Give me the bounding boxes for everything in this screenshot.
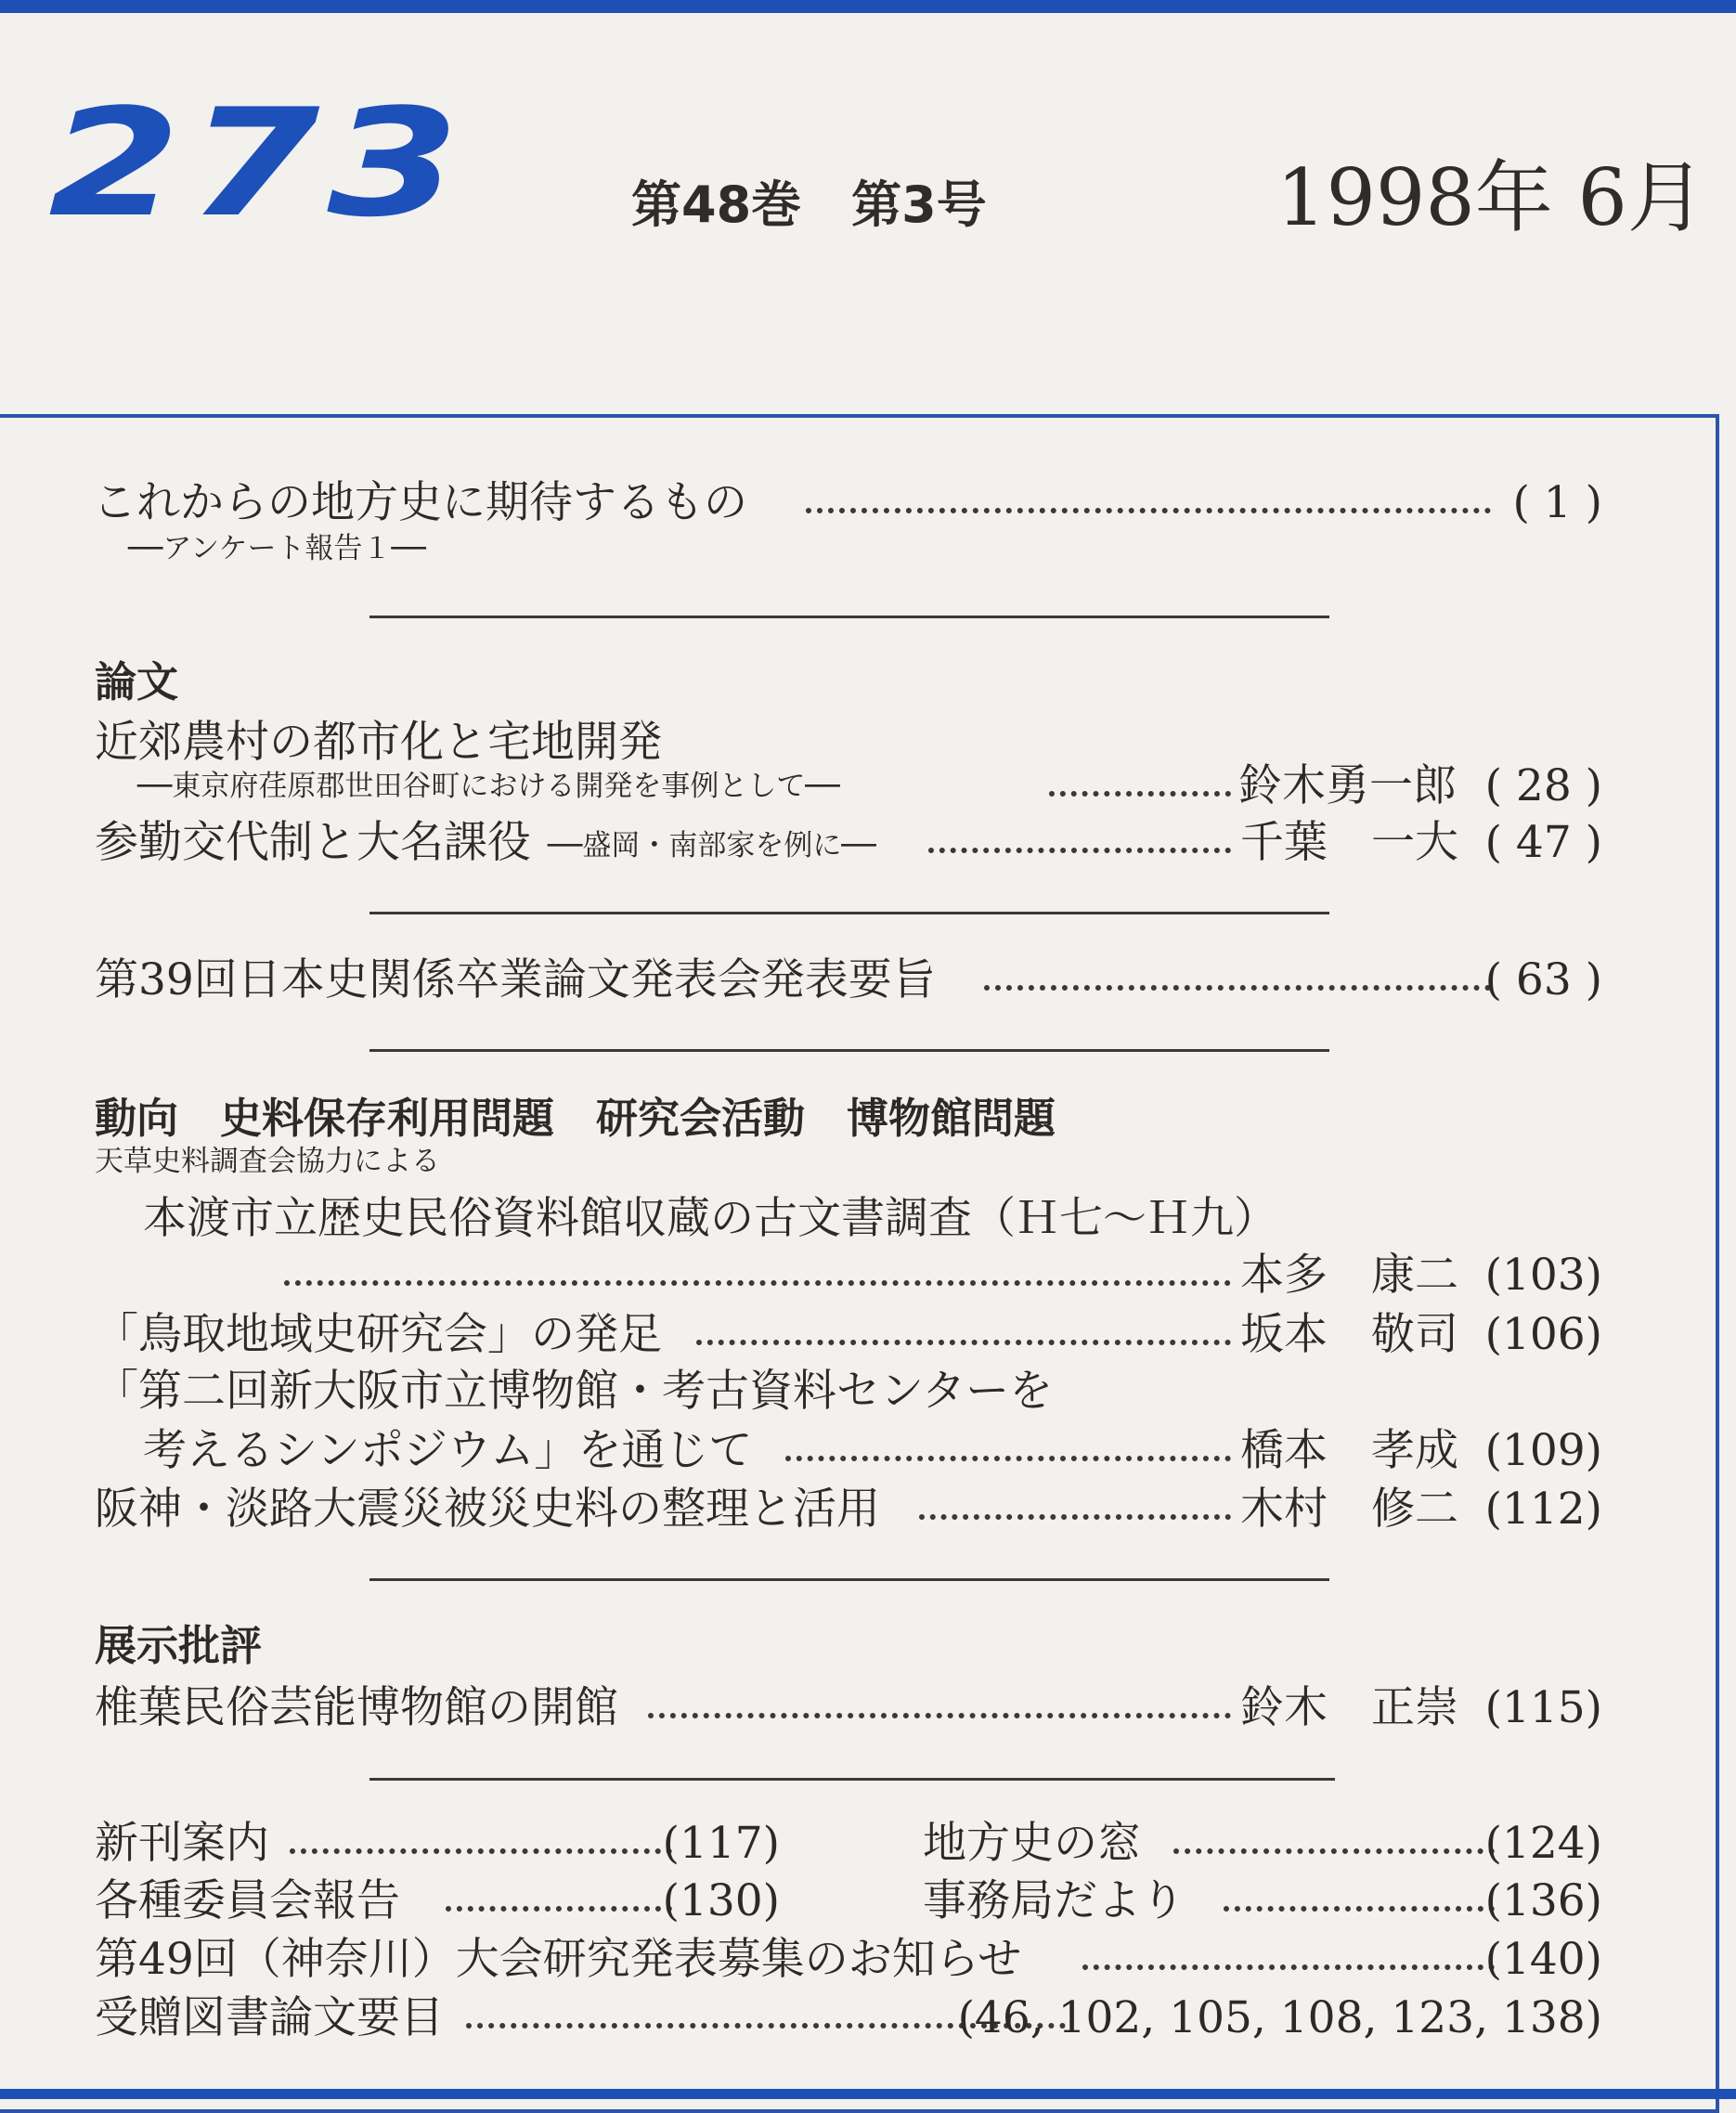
page-number: (115)	[1484, 1682, 1602, 1733]
toc-entry-title[interactable]	[95, 717, 1209, 768]
dot-leader	[648, 1686, 1231, 1730]
dot-leader	[806, 481, 1491, 525]
author-name: 千葉 一大	[1240, 817, 1458, 868]
page-number: ( 47 )	[1484, 817, 1602, 868]
top-border-bar	[0, 0, 1736, 13]
entry-title: 参勤交代制と大名課役	[95, 817, 531, 868]
entry-prefix: 天草史料調査会協力による	[95, 1145, 440, 1178]
page-number: (140)	[1484, 1934, 1602, 1985]
entry-subtitle: ──盛岡・南部家を例に──	[548, 829, 876, 862]
toc-entry[interactable]	[143, 1425, 1602, 1476]
toc-entry-title[interactable]	[95, 1366, 1209, 1417]
bottom-border-bar	[0, 2089, 1736, 2099]
entry-title: 本渡市立歴史民俗資料館収蔵の古文書調査（Ｈ七～Ｈ九）	[143, 1193, 1277, 1244]
toc-entry[interactable]	[95, 1992, 1602, 2043]
dot-leader	[785, 1429, 1231, 1472]
page-number: ( 28 )	[1484, 760, 1602, 811]
author-name: 坂本 敬司	[1240, 1309, 1458, 1360]
section-divider	[369, 1049, 1329, 1052]
toc-entry[interactable]	[95, 1875, 780, 1926]
entry-title: 椎葉民俗芸能博物館の開館	[95, 1682, 618, 1733]
dot-leader	[984, 958, 1491, 1002]
dot-leader	[1173, 1821, 1495, 1865]
page-number: (130)	[662, 1875, 780, 1926]
entry-title: 地方史の窓	[923, 1818, 1141, 1869]
section-heading-exhibition: 展示批評	[95, 1621, 263, 1670]
dot-leader	[446, 1879, 672, 1923]
page-number: (136)	[1484, 1875, 1602, 1926]
dot-leader	[290, 1821, 672, 1865]
entry-title: 近郊農村の都市化と宅地開発	[95, 717, 662, 768]
entry-title: これからの地方史に期待するもの	[93, 477, 747, 528]
entry-subtitle: ──アンケート報告１──	[128, 532, 426, 565]
entry-title: 「第二回新大阪市立博物館・考古資料センターを	[95, 1366, 1054, 1417]
entry-title: 新刊案内	[95, 1818, 269, 1869]
entry-title: 受贈図書論文要目	[95, 1992, 444, 2043]
toc-entry[interactable]	[923, 1818, 1602, 1869]
toc-entry-graduation[interactable]	[95, 954, 1602, 1005]
toc-entry[interactable]	[95, 1309, 1602, 1360]
section-divider	[369, 1778, 1335, 1781]
page-number: (106)	[1484, 1309, 1602, 1360]
toc-entry[interactable]	[95, 1934, 1602, 1985]
toc-entry-feature[interactable]	[93, 477, 1602, 528]
issue-number: 273	[48, 76, 467, 250]
author-name: 木村 修二	[1240, 1484, 1458, 1535]
entry-title: 阪神・淡路大震災被災史料の整理と活用	[95, 1484, 880, 1535]
dot-leader	[928, 821, 1231, 864]
entry-title: 「鳥取地域史研究会」の発足	[95, 1309, 662, 1360]
dot-leader	[1224, 1879, 1495, 1923]
page-number: ( 1 )	[1512, 477, 1602, 528]
author-name: 鈴木勇一郎	[1238, 760, 1457, 811]
page-number: ( 63 )	[1484, 954, 1602, 1005]
entry-title: 各種委員会報告	[95, 1875, 400, 1926]
section-divider	[369, 912, 1329, 914]
entry-title: 考えるシンポジウム」を通じて	[143, 1425, 753, 1476]
entry-subtitle: ──東京府荏原郡世田谷町における開発を事例として──	[137, 770, 840, 803]
publication-date: 1998年 6月	[1276, 152, 1705, 243]
section-heading-doukou: 動向 史料保存利用問題 研究会活動 博物館問題	[95, 1094, 1056, 1143]
page-number: (112)	[1484, 1484, 1602, 1535]
dot-leader	[1082, 1938, 1495, 1981]
page-number: (124)	[1484, 1818, 1602, 1869]
page-number: (46, 102, 105, 108, 123, 138)	[957, 1992, 1602, 2043]
page-number: (109)	[1484, 1425, 1602, 1476]
toc-entry[interactable]	[95, 1484, 1602, 1535]
dot-leader	[919, 1487, 1231, 1531]
page-number: (117)	[662, 1818, 780, 1869]
dot-leader	[1049, 764, 1231, 808]
dot-leader	[284, 1253, 1231, 1297]
toc-entry-title[interactable]	[143, 1193, 1350, 1244]
toc-entry[interactable]	[95, 817, 1602, 868]
section-divider	[369, 616, 1329, 618]
toc-entry[interactable]	[95, 1818, 780, 1869]
section-divider	[369, 1578, 1329, 1581]
page-number: (103)	[1484, 1250, 1602, 1301]
author-name: 鈴木 正崇	[1240, 1682, 1458, 1733]
author-name: 橋本 孝成	[1240, 1425, 1458, 1476]
volume-number: 第48巻 第3号	[631, 175, 987, 234]
author-name: 本多 康二	[1240, 1250, 1458, 1301]
entry-title: 第39回日本史関係卒業論文発表会発表要旨	[95, 954, 936, 1005]
entry-title: 第49回（神奈川）大会研究発表募集のお知らせ	[95, 1934, 1022, 1985]
section-heading-ronbun: 論文	[95, 657, 179, 706]
dot-leader	[696, 1313, 1231, 1356]
toc-entry[interactable]	[95, 1682, 1602, 1733]
toc-entry[interactable]	[923, 1875, 1602, 1926]
entry-title: 事務局だより	[923, 1875, 1185, 1926]
